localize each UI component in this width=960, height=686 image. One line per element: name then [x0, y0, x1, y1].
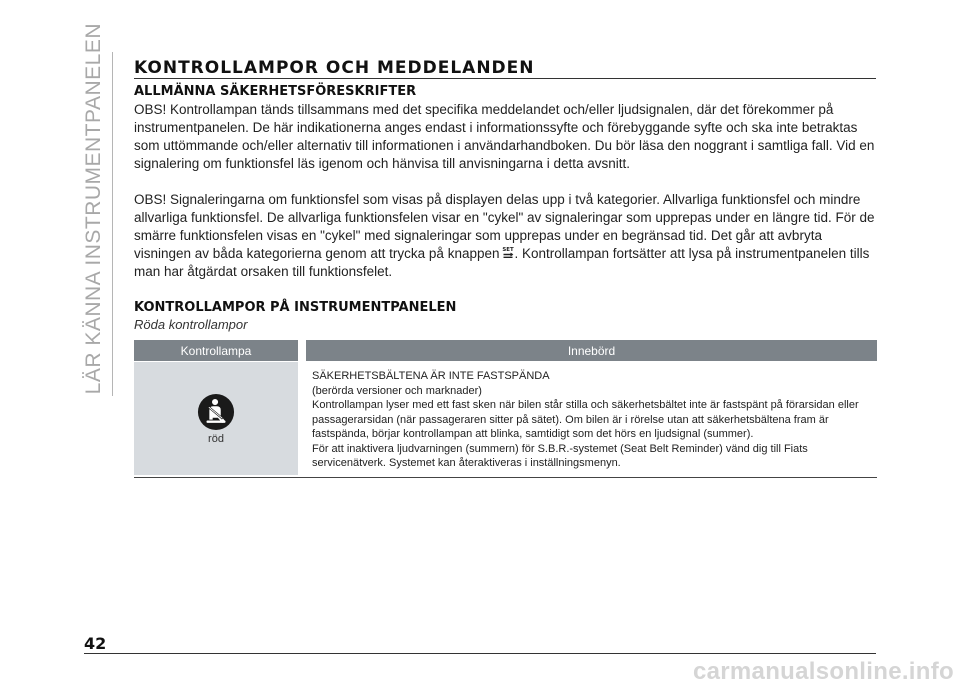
paragraph-general-1: OBS! Kontrollampan tänds tillsammans med det specifika meddelandet och/eller ljudsignalen, där det förekommer på instrumentpanelen. De här indikationerna anges endast i informationssyfte och förebyggande syfte och ska inte betraktas som uttömmande och/eller alternativ till informationen i användarhandboken. Du bör läsa den noggrant i samtliga fall. Vid en signalering om funktionsfel läs igenom och hänvisa till anvisningarna i detta avsnitt.: [134, 102, 875, 171]
warning-lamp-table: [134, 340, 877, 478]
paragraph-general-2: [134, 191, 878, 281]
meaning-note: (berörda versioner och marknader): [312, 384, 482, 397]
set-button-icon-label: SET: [501, 247, 514, 254]
main-content: [134, 84, 878, 332]
meaning-text-1: Kontrollampan lyser med ett fast sken när bilen står stilla och säkerhetsbältet inte är fastspänt på förarsidan eller passagerarsidan (när passageraren sitter på sätet). Om bilen är i rörelse utan att säkerhetsbältena fram är fastspända, börjar kontrollampan att blinka, samtidigt som det hörs en ljudsignal (summer).: [312, 399, 859, 440]
page-title: KONTROLLAMPOR OCH MEDDELANDEN: [134, 58, 535, 78]
footer-divider: [84, 653, 876, 654]
table-row: [134, 362, 877, 478]
set-button-icon: [502, 246, 514, 260]
page-number: 42: [84, 634, 107, 653]
paragraph-general-2-end: . Kontrollampan fortsätter att lysa på instrumentpanelen tills man har åtgärdat orsaken till funktionsfelet.: [134, 246, 870, 279]
table-header-lamp: Kontrollampa: [180, 343, 252, 358]
meaning-title: SÄKERHETSBÄLTENA ÄR INTE FASTSPÄNDA: [312, 370, 550, 382]
side-divider: [112, 52, 113, 396]
lamp-color-label: röd: [208, 432, 224, 445]
seatbelt-icon: [197, 393, 235, 431]
title-divider: [134, 78, 876, 79]
side-chapter-title: [82, 22, 105, 394]
meaning-cell: [306, 362, 877, 477]
meaning-text-2: För att inaktivera ljudvarningen (summern) för S.B.R.-systemet (Seat Belt Reminder) vänd dig till Fiats servicenätverk. Systemet kan återaktiveras i inställningsmenyn.: [312, 442, 808, 469]
subheading-red-lamps: Röda kontrollampor: [134, 317, 248, 332]
table-header-meaning: Innebörd: [567, 343, 616, 358]
paragraph-general-2-start: OBS! Signaleringarna om funktionsfel som visas på displayen delas upp i två kategorier. Allvarliga funktionsfel och mindre allvarliga funktionsfel. De allvarliga funktionsfelen visar en "cykel" av signaleringar som upprepas under en längre tid. För de smärre funktionsfelen visas en "cykel" med signaleringar som upprepas under en begränsad tid. Det går att avbryta visningen av båda kategorierna genom att trycka på knappen: [134, 192, 875, 261]
section-heading-lamps: KONTROLLAMPOR PÅ INSTRUMENTPANELEN: [134, 300, 457, 315]
table-header: [134, 340, 877, 361]
watermark: carmanualsonline.info: [692, 658, 954, 685]
section-heading-general: ALLMÄNNA SÄKERHETSFÖRESKRIFTER: [134, 84, 417, 99]
side-chapter-title-text: LÄR KÄNNA INSTRUMENTPANELEN: [82, 22, 105, 394]
lamp-cell: [134, 362, 298, 475]
